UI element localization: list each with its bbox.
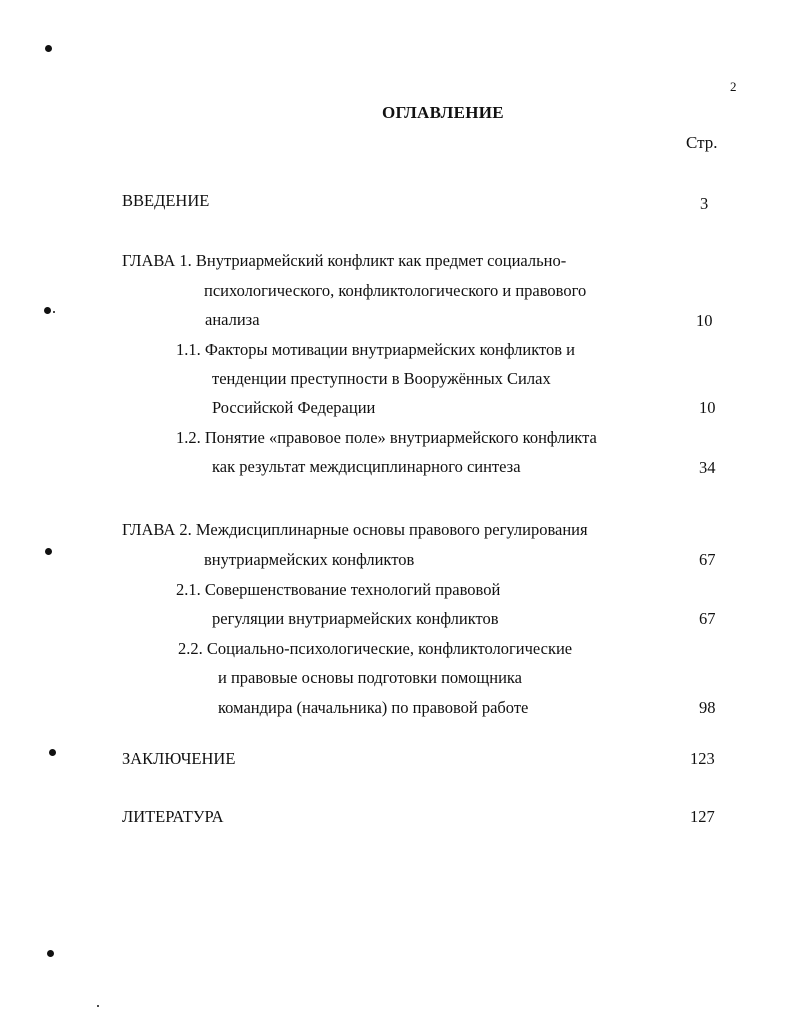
punch-hole-dot: [53, 311, 55, 313]
toc-entry-text: ГЛАВА 1. Внутриармейский конфликт как предмет социально-: [122, 251, 567, 270]
toc-entry-text: психологического, конфликтологического и правового: [204, 281, 587, 300]
toc-entry-text: командира (начальника) по правовой работе: [218, 698, 529, 717]
toc-entry-text: 2.2. Социально-психологические, конфликтологические: [178, 639, 573, 658]
punch-hole-dot: [45, 45, 52, 52]
toc-entry-text: и правовые основы подготовки помощника: [218, 668, 522, 687]
toc-title: ОГЛАВЛЕНИЕ: [382, 103, 504, 122]
toc-entry-text: как результат междисциплинарного синтеза: [212, 457, 521, 476]
toc-entry-page: 10: [699, 398, 716, 417]
punch-hole-dot: [45, 548, 52, 555]
toc-entry-text: ГЛАВА 2. Междисциплинарные основы правового регулирования: [122, 520, 588, 539]
toc-entry-page: 10: [696, 311, 713, 330]
toc-entry-text: внутриармейских конфликтов: [204, 550, 415, 569]
punch-hole-dot: [49, 749, 56, 756]
toc-entry-text: 2.1. Совершенствование технологий правовой: [176, 580, 501, 599]
toc-entry-text: 1.1. Факторы мотивации внутриармейских конфликтов и: [176, 340, 575, 359]
toc-entry-page: 34: [699, 458, 716, 477]
toc-entry-page: 67: [699, 609, 716, 628]
toc-entry-text: ЛИТЕРАТУРА: [122, 807, 224, 826]
punch-hole-dot: [47, 950, 54, 957]
page-number: 2: [730, 79, 737, 94]
toc-entry-page: 67: [699, 550, 716, 569]
punch-hole-dot: [44, 307, 51, 314]
toc-entry-text: ВВЕДЕНИЕ: [122, 191, 210, 210]
punch-hole-dot: [97, 1005, 99, 1007]
toc-entry-page: 123: [690, 749, 715, 768]
toc-entry-text: тенденции преступности в Вооружённых Силах: [212, 369, 551, 388]
toc-entry-page: 98: [699, 698, 716, 717]
toc-entry-text: регуляции внутриармейских конфликтов: [212, 609, 499, 628]
toc-entry-text: 1.2. Понятие «правовое поле» внутриармейского конфликта: [176, 428, 597, 447]
toc-entry-page: 3: [700, 194, 709, 213]
toc-entry-text: ЗАКЛЮЧЕНИЕ: [122, 749, 236, 768]
toc-entry-text: Российской Федерации: [212, 398, 376, 417]
pages-column-label: Стр.: [686, 133, 718, 152]
toc-entry-text: анализа: [205, 310, 260, 329]
toc-entry-page: 127: [690, 807, 715, 826]
